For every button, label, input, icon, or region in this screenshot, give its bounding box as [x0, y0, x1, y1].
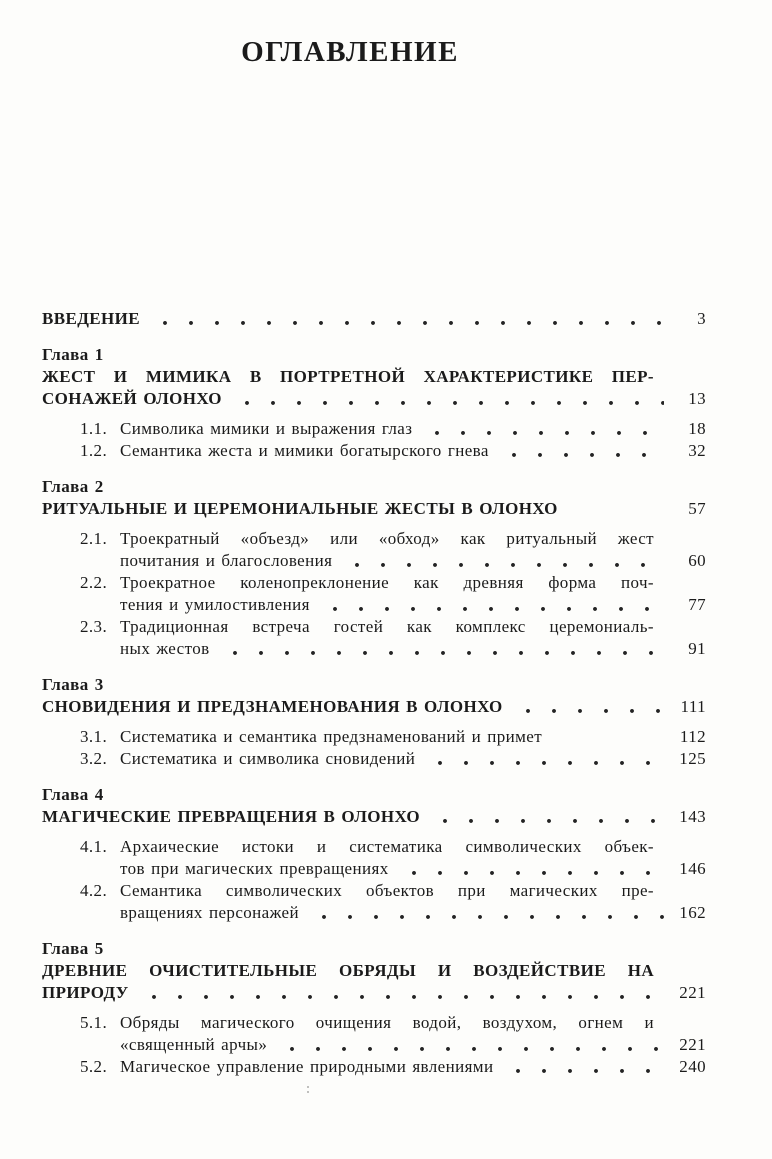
page-number: 77	[688, 595, 706, 614]
section-number: 2.1.	[80, 529, 108, 548]
entry-text-line: Архаические истоки и систематика символических объек-	[120, 837, 654, 856]
entry-text: ПРИРОДУ	[42, 983, 129, 1002]
dot-leader	[401, 858, 664, 880]
entry-last-line	[120, 550, 706, 572]
section-number: 1.2.	[80, 441, 108, 460]
dot-leader	[279, 1034, 664, 1056]
entry-text: Семантика жеста и мимики богатырского гнева	[120, 441, 489, 460]
toc-chapter-5	[42, 938, 706, 1078]
dot-leader	[515, 696, 664, 718]
section-number: 2.2.	[80, 573, 108, 592]
entry-last-line	[42, 696, 706, 718]
entry-last-line	[120, 858, 706, 880]
toc-section-entry	[42, 836, 706, 880]
entry-last-line	[42, 308, 706, 330]
entry-last-line	[120, 902, 706, 924]
dot-leader	[432, 806, 664, 828]
page-number: 3	[697, 309, 706, 328]
entry-text: Систематика и семантика предзнаменований и примет	[120, 727, 543, 746]
entry-text: вращениях персонажей	[120, 903, 299, 922]
section-number: 3.2.	[80, 749, 108, 768]
section-number: 1.1.	[80, 419, 108, 438]
toc-section-entry	[42, 418, 706, 440]
toc-section-entry	[42, 748, 706, 770]
page-number: 111	[680, 697, 706, 716]
toc-chapter-4	[42, 784, 706, 924]
dot-leader	[427, 748, 664, 770]
page-number: 162	[679, 903, 706, 922]
page-title: ОГЛАВЛЕНИЕ	[241, 36, 459, 68]
entry-text-line: Традиционная встреча гостей как комплекс церемониаль-	[120, 617, 654, 636]
page-number: 146	[679, 859, 706, 878]
chapter-title-entry	[42, 960, 706, 1004]
dot-leader	[424, 418, 664, 440]
entry-text-line: Семантика символических объектов при магических пре-	[120, 881, 654, 900]
entry-last-line	[120, 594, 706, 616]
chapter-sections	[42, 418, 706, 462]
page-number: 91	[688, 639, 706, 658]
chapter-title-entry	[42, 806, 706, 828]
chapter-title-entry	[42, 696, 706, 718]
entry-text: «священный арчы»	[120, 1035, 268, 1054]
section-number: 5.1.	[80, 1013, 108, 1032]
entry-text: ВВЕДЕНИЕ	[42, 309, 141, 328]
toc-section-entry	[42, 1056, 706, 1078]
entry-text-line: ДРЕВНИЕ ОЧИСТИТЕЛЬНЫЕ ОБРЯДЫ И ВОЗДЕЙСТВИЕ НА	[42, 961, 654, 980]
toc-chapter-3	[42, 674, 706, 770]
entry-last-line	[42, 498, 706, 520]
entry-text: Магическое управление природными явлениями	[120, 1057, 494, 1076]
entry-last-line	[120, 748, 706, 770]
page-number: 112	[679, 727, 706, 746]
entry-last-line	[120, 726, 706, 748]
page-number: 13	[688, 389, 706, 408]
section-number: 4.2.	[80, 881, 108, 900]
entry-text: Систематика и символика сновидений	[120, 749, 416, 768]
chapter-title-entry	[42, 366, 706, 410]
entry-text: тов при магических превращениях	[120, 859, 389, 878]
entry-text: почитания и благословения	[120, 551, 333, 570]
dot-leader	[570, 498, 664, 520]
dot-leader	[222, 638, 664, 660]
page-number: 143	[679, 807, 706, 826]
chapter-label: Глава 5	[42, 939, 104, 958]
entry-text: Символика мимики и выражения глаз	[120, 419, 413, 438]
toc-section-entry	[42, 528, 706, 572]
entry-text: СОНАЖЕЙ ОЛОНХО	[42, 389, 222, 408]
dot-leader	[344, 550, 664, 572]
dot-leader	[234, 388, 664, 410]
chapter-sections	[42, 726, 706, 770]
chapter-label: Глава 4	[42, 785, 104, 804]
section-number: 3.1.	[80, 727, 108, 746]
page-number: 221	[679, 1035, 706, 1054]
entry-last-line	[42, 982, 706, 1004]
section-number: 2.3.	[80, 617, 108, 636]
chapter-sections	[42, 1012, 706, 1078]
dot-leader	[554, 726, 664, 748]
entry-text: тения и умилостивления	[120, 595, 310, 614]
scan-artifact	[307, 1086, 309, 1088]
entry-text-line: ЖЕСТ И МИМИКА В ПОРТРЕТНОЙ ХАРАКТЕРИСТИКЕ ПЕР-	[42, 367, 654, 386]
entry-text: ных жестов	[120, 639, 210, 658]
entry-text-line: Троекратное коленопреклонение как древняя форма поч-	[120, 573, 654, 592]
page-number: 221	[679, 983, 706, 1002]
page-number: 60	[688, 551, 706, 570]
page-number: 240	[679, 1057, 706, 1076]
page-number: 125	[679, 749, 706, 768]
toc-entry-introduction	[42, 308, 706, 330]
entry-last-line	[120, 638, 706, 660]
section-number: 5.2.	[80, 1057, 108, 1076]
entry-last-line	[42, 806, 706, 828]
page-number: 32	[688, 441, 706, 460]
entry-text: СНОВИДЕНИЯ И ПРЕДЗНАМЕНОВАНИЯ В ОЛОНХО	[42, 697, 503, 716]
chapter-title-entry	[42, 498, 706, 520]
entry-text: МАГИЧЕСКИЕ ПРЕВРАЩЕНИЯ В ОЛОНХО	[42, 807, 420, 826]
toc-chapter-1	[42, 344, 706, 462]
entry-last-line	[120, 440, 706, 462]
toc-section-entry	[42, 572, 706, 616]
chapter-label: Глава 3	[42, 675, 104, 694]
chapter-label: Глава 1	[42, 345, 104, 364]
entry-text-line: Обряды магического очищения водой, воздухом, огнем и	[120, 1013, 654, 1032]
dot-leader	[322, 594, 664, 616]
entry-text-line: Троекратный «объезд» или «обход» как ритуальный жест	[120, 529, 654, 548]
toc-section-entry	[42, 440, 706, 462]
dot-leader	[152, 308, 664, 330]
chapter-sections	[42, 528, 706, 660]
dot-leader	[311, 902, 664, 924]
dot-leader	[141, 982, 664, 1004]
toc-section-entry	[42, 616, 706, 660]
chapter-sections	[42, 836, 706, 924]
entry-last-line	[120, 418, 706, 440]
dot-leader	[505, 1056, 664, 1078]
toc-section-entry	[42, 1012, 706, 1056]
toc-section-entry	[42, 726, 706, 748]
entry-text: РИТУАЛЬНЫЕ И ЦЕРЕМОНИАЛЬНЫЕ ЖЕСТЫ В ОЛОНХО	[42, 499, 558, 518]
entry-last-line	[120, 1056, 706, 1078]
page-number: 57	[688, 499, 706, 518]
toc-section-entry	[42, 880, 706, 924]
entry-last-line	[120, 1034, 706, 1056]
toc-chapter-2	[42, 476, 706, 660]
page-number: 18	[688, 419, 706, 438]
entry-last-line	[42, 388, 706, 410]
chapter-label: Глава 2	[42, 477, 104, 496]
section-number: 4.1.	[80, 837, 108, 856]
dot-leader	[501, 440, 664, 462]
table-of-contents	[42, 308, 706, 1078]
